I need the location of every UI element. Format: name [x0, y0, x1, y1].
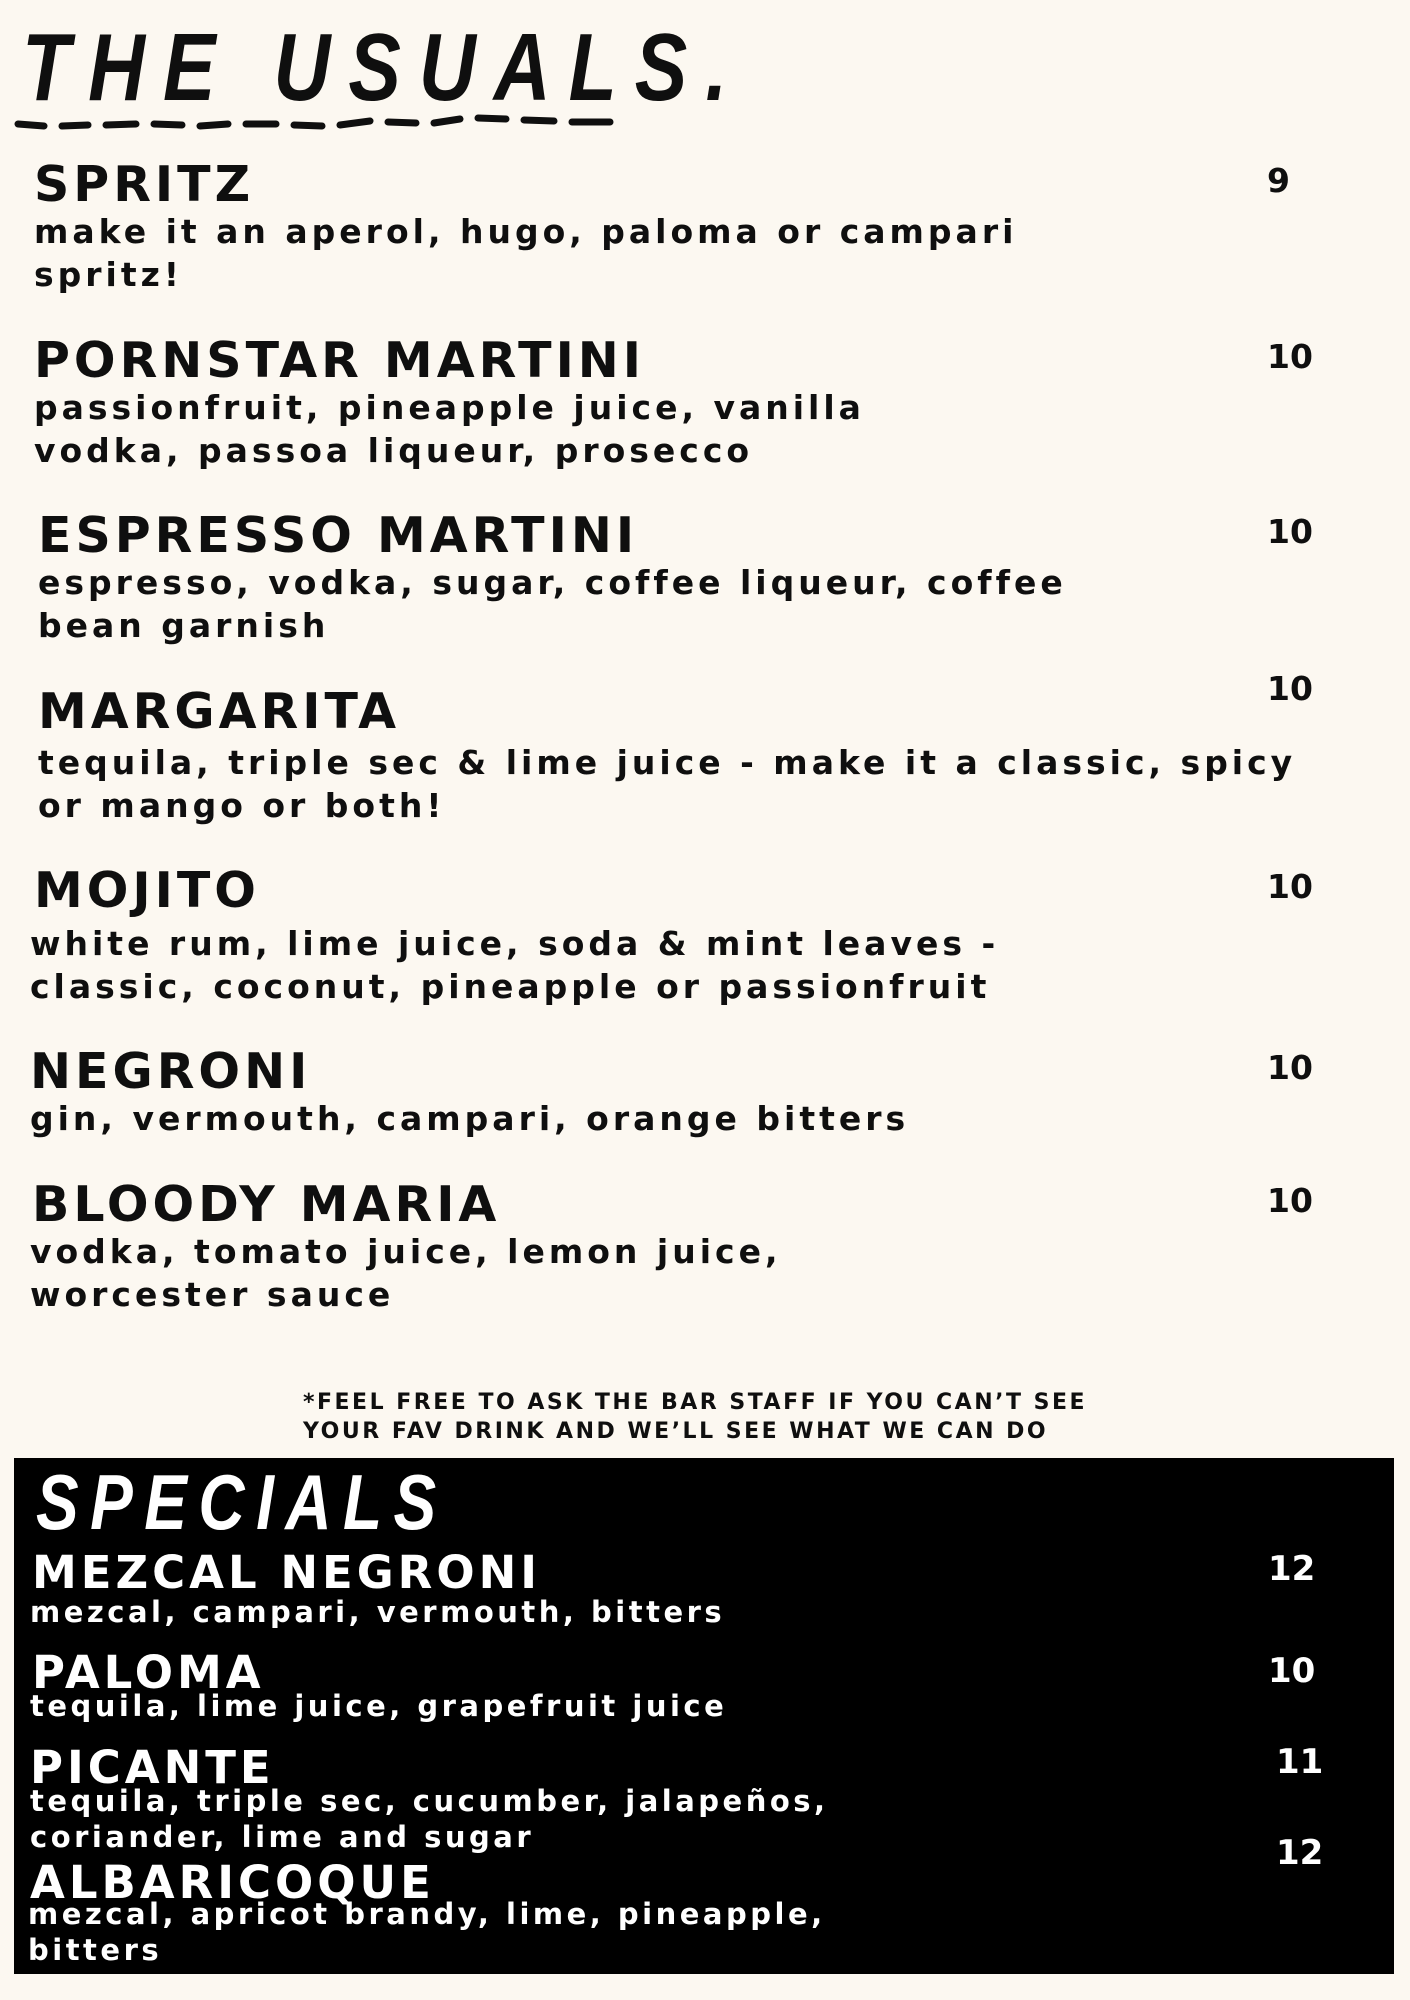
drink-price: 10: [1267, 1048, 1313, 1087]
drink-price: 11: [1276, 1742, 1324, 1782]
drink-price: 10: [1267, 1181, 1313, 1220]
drink-description: gin, vermouth, campari, orange bitters: [30, 1099, 910, 1138]
dashed-underline: [14, 112, 614, 134]
drink-name: NEGRONI: [30, 1043, 312, 1100]
drink-price: 9: [1267, 161, 1290, 200]
drink-price: 10: [1267, 867, 1313, 906]
drink-description: tequila, lime juice, grapefruit juice: [30, 1689, 728, 1723]
drink-name: BLOODY MARIA: [32, 1176, 501, 1233]
drink-description: espresso, vodka, sugar, coffee liqueur, coffee bean garnish: [38, 563, 1067, 645]
drink-name: MOJITO: [34, 862, 260, 919]
drink-description: vodka, tomato juice, lemon juice, worcester sauce: [30, 1232, 782, 1314]
drink-name: PICANTE: [30, 1741, 275, 1794]
drink-name: PORNSTAR MARTINI: [34, 332, 646, 389]
drink-name: PALOMA: [32, 1646, 265, 1699]
drink-price: 10: [1268, 1651, 1316, 1691]
drink-description: make it an aperol, hugo, paloma or campari spritz!: [34, 212, 1018, 294]
drink-price: 12: [1268, 1549, 1316, 1589]
drink-description: white rum, lime juice, soda & mint leaves - classic, coconut, pineapple or passionfruit: [30, 924, 1000, 1006]
drink-description: passionfruit, pineapple juice, vanilla vodka, passoa liqueur, prosecco: [34, 388, 865, 470]
drink-name: ESPRESSO MARTINI: [38, 507, 639, 564]
drink-price: 10: [1267, 512, 1313, 551]
specials-title: SPECIALS: [36, 1458, 448, 1546]
drink-description: tequila, triple sec, cucumber, jalapeños, coriander, lime and sugar: [30, 1784, 829, 1854]
drink-description: mezcal, apricot brandy, lime, pineapple, bitters: [28, 1897, 826, 1967]
menu-title: THE USUALS.: [22, 14, 746, 121]
staff-note: *FEEL FREE TO ASK THE BAR STAFF IF YOU CAN’T SEE YOUR FAV DRINK AND WE’LL SEE WHAT WE CAN DO: [303, 1390, 1088, 1444]
drink-name: MARGARITA: [38, 683, 401, 740]
drink-price: 12: [1276, 1833, 1324, 1873]
drink-price: 10: [1267, 669, 1313, 708]
drink-description: tequila, triple sec & lime juice - make it a classic, spicy or mango or both!: [38, 743, 1297, 825]
drink-name: MEZCAL NEGRONI: [32, 1546, 541, 1599]
drink-description: mezcal, campari, vermouth, bitters: [30, 1595, 726, 1629]
drink-name: SPRITZ: [34, 156, 255, 213]
drink-name: ALBARICOQUE: [30, 1856, 435, 1909]
drink-price: 10: [1267, 337, 1313, 376]
